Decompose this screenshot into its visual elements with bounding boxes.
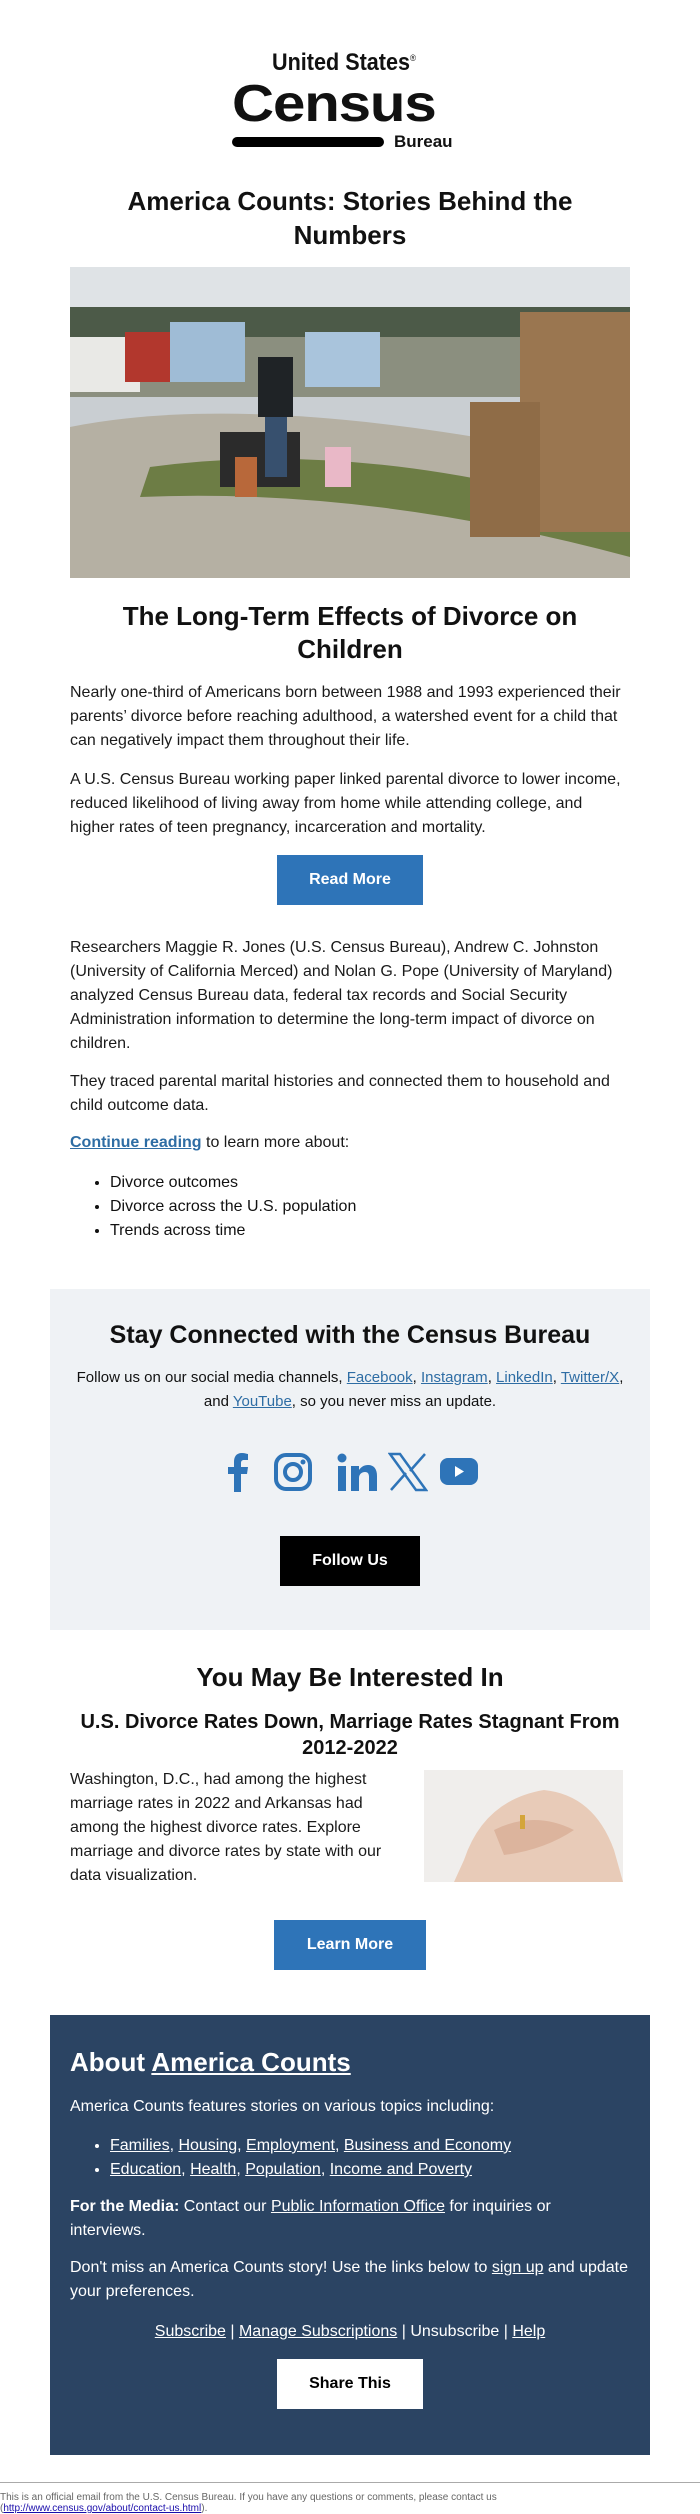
census-logo[interactable] [232,50,472,152]
logo-line2: Census [232,75,436,133]
instagram-link[interactable]: Instagram [420,1369,488,1386]
ring-hands-image[interactable] [424,1770,623,1882]
about-title-text: About [70,2047,152,2077]
signup-text [70,2256,630,2304]
topic-link[interactable]: Business and Economy [343,2137,512,2154]
and: , and [203,1369,624,1410]
topic-link[interactable]: Families [110,2137,170,2154]
interest-text: Washington, D.C., had among the highest marriage rates in 2022 and Arkansas had among the highest divorce rates. Explore marriage and divorce rates by state with our data visualization. [70,1771,382,1884]
paren-close: ). [201,2503,208,2514]
manage-subscriptions-link[interactable]: Manage Subscriptions [238,2323,398,2340]
story-paragraph-1: Nearly one-third of Americans born between 1988 and 1993 experienced their parents’ divorce before reaching adulthood, a watershed event for a child that can negatively impact them throughout their life. [70,684,621,749]
subscription-links [50,2320,650,2344]
signup-a: Don't miss an America Counts story! Use the links below to [70,2259,492,2276]
topic-link[interactable]: Health [190,2161,237,2178]
linkedin-icon[interactable] [337,1452,377,1492]
media-text [70,2195,630,2243]
continue-reading-link[interactable]: Continue reading [70,1134,202,1151]
social-text-a: Follow us on our social media channels, [76,1369,347,1386]
subscribe-link[interactable]: Subscribe [154,2323,226,2340]
america-counts-link[interactable]: America Counts [151,2047,351,2077]
social-text-end: , so you never miss an update. [291,1393,497,1410]
footer-divider [0,2482,700,2483]
topic-link[interactable]: Education [110,2161,182,2178]
continue-line [70,1131,630,1155]
sep: , [552,1369,561,1386]
about-intro: America Counts features stories on various topics including: [70,2098,495,2115]
sep: | [499,2323,513,2340]
logo-mark: ® [410,53,417,63]
story-title: The Long-Term Effects of Divorce on Children [122,601,578,664]
logo-line3: Bureau [394,132,453,151]
facebook-icon[interactable] [228,1452,248,1492]
paren-open: ( [0,2503,4,2514]
youtube-icon[interactable] [440,1458,478,1485]
footer-text: This is an official email from the U.S. Census Bureau. If you have any questions or comments, please contact us [0,2492,497,2503]
topic-link[interactable]: Population [245,2161,321,2178]
list-item: • Families, Housing, Employment, Business and Economy [110,2134,511,2158]
learn-more-button[interactable]: Learn More [274,1920,426,1970]
hero-image[interactable] [70,267,630,578]
sep: , [412,1369,421,1386]
x-icon[interactable] [388,1452,428,1492]
about-title [70,2047,351,2077]
hands-ring-photo [424,1770,623,1882]
help-link[interactable]: Help [512,2323,546,2340]
unsubscribe-text[interactable]: Unsubscribe [410,2323,500,2340]
topic-link[interactable]: Employment [246,2137,335,2154]
public-information-office-link[interactable]: Public Information Office [270,2198,445,2215]
story-paragraph-2: A U.S. Census Bureau working paper linked parental divorce to lower income, reduced likelihood of living away from home while attending college, and higher rates of teen pregnancy, incarceration and mortality. [70,771,621,836]
about-topics [70,2134,511,2182]
signup-b: and update your preferences. [70,2259,629,2300]
footer [0,2492,497,2514]
stay-connected-panel [50,1289,650,1630]
topic-link[interactable]: Housing [178,2137,238,2154]
contact-us-link[interactable]: http://www.census.gov/about/contact-us.html [3,2503,202,2514]
sign-up-link[interactable]: sign up [491,2259,544,2276]
youtube-link[interactable]: YouTube [232,1393,292,1410]
continue-rest: to learn more about: [201,1134,350,1151]
social-text [70,1366,630,1414]
family-farm-photo [70,267,630,578]
list-item: • Divorce across the U.S. population [110,1195,630,1219]
topic-link[interactable]: Income and Poverty [329,2161,473,2178]
list-item: • Education, Health, Population, Income and Poverty [110,2158,511,2182]
sep: | [225,2323,239,2340]
follow-us-button[interactable]: Follow Us [280,1536,420,1586]
interest-title: You May Be Interested In [196,1662,504,1692]
story-paragraph-4: They traced parental marital histories and connected them to household and child outcome data. [70,1073,610,1114]
media-a: Contact our [179,2198,271,2215]
read-more-button[interactable]: Read More [277,855,423,905]
instagram-icon[interactable] [273,1452,313,1492]
share-this-button[interactable]: Share This [277,2359,423,2409]
sep: , [487,1369,497,1386]
sep: | [397,2323,411,2340]
interest-subtitle: U.S. Divorce Rates Down, Marriage Rates Stagnant From 2012-2022 [80,1711,620,1759]
logo-bar [232,137,384,147]
facebook-link[interactable]: Facebook [346,1369,413,1386]
story-paragraph-3: Researchers Maggie R. Jones (U.S. Census Bureau), Andrew C. Johnston (University of California Merced) and Nolan G. Pope (University of Maryland) analyzed Census Bureau data, federal tax records and Social Security Administration information to determine the long-term impact of divorce on children. [70,939,613,1052]
newsletter-title: America Counts: Stories Behind the Numbers [127,186,573,250]
footer-link-line [0,2503,497,2514]
about-panel [50,2015,650,2455]
logo-line1: United States [272,49,411,76]
media-b: for inquiries or interviews. [70,2198,551,2239]
twitter-link[interactable]: Twitter/X [560,1369,620,1386]
topics-list [70,1171,630,1243]
list-item: • Trends across time [110,1219,630,1243]
logo-line1-wrap [272,50,416,76]
stay-connected-title: Stay Connected with the Census Bureau [109,1321,591,1349]
linkedin-link[interactable]: LinkedIn [496,1369,553,1386]
media-label: For the Media: [70,2198,180,2215]
list-item: • Divorce outcomes [110,1171,630,1195]
